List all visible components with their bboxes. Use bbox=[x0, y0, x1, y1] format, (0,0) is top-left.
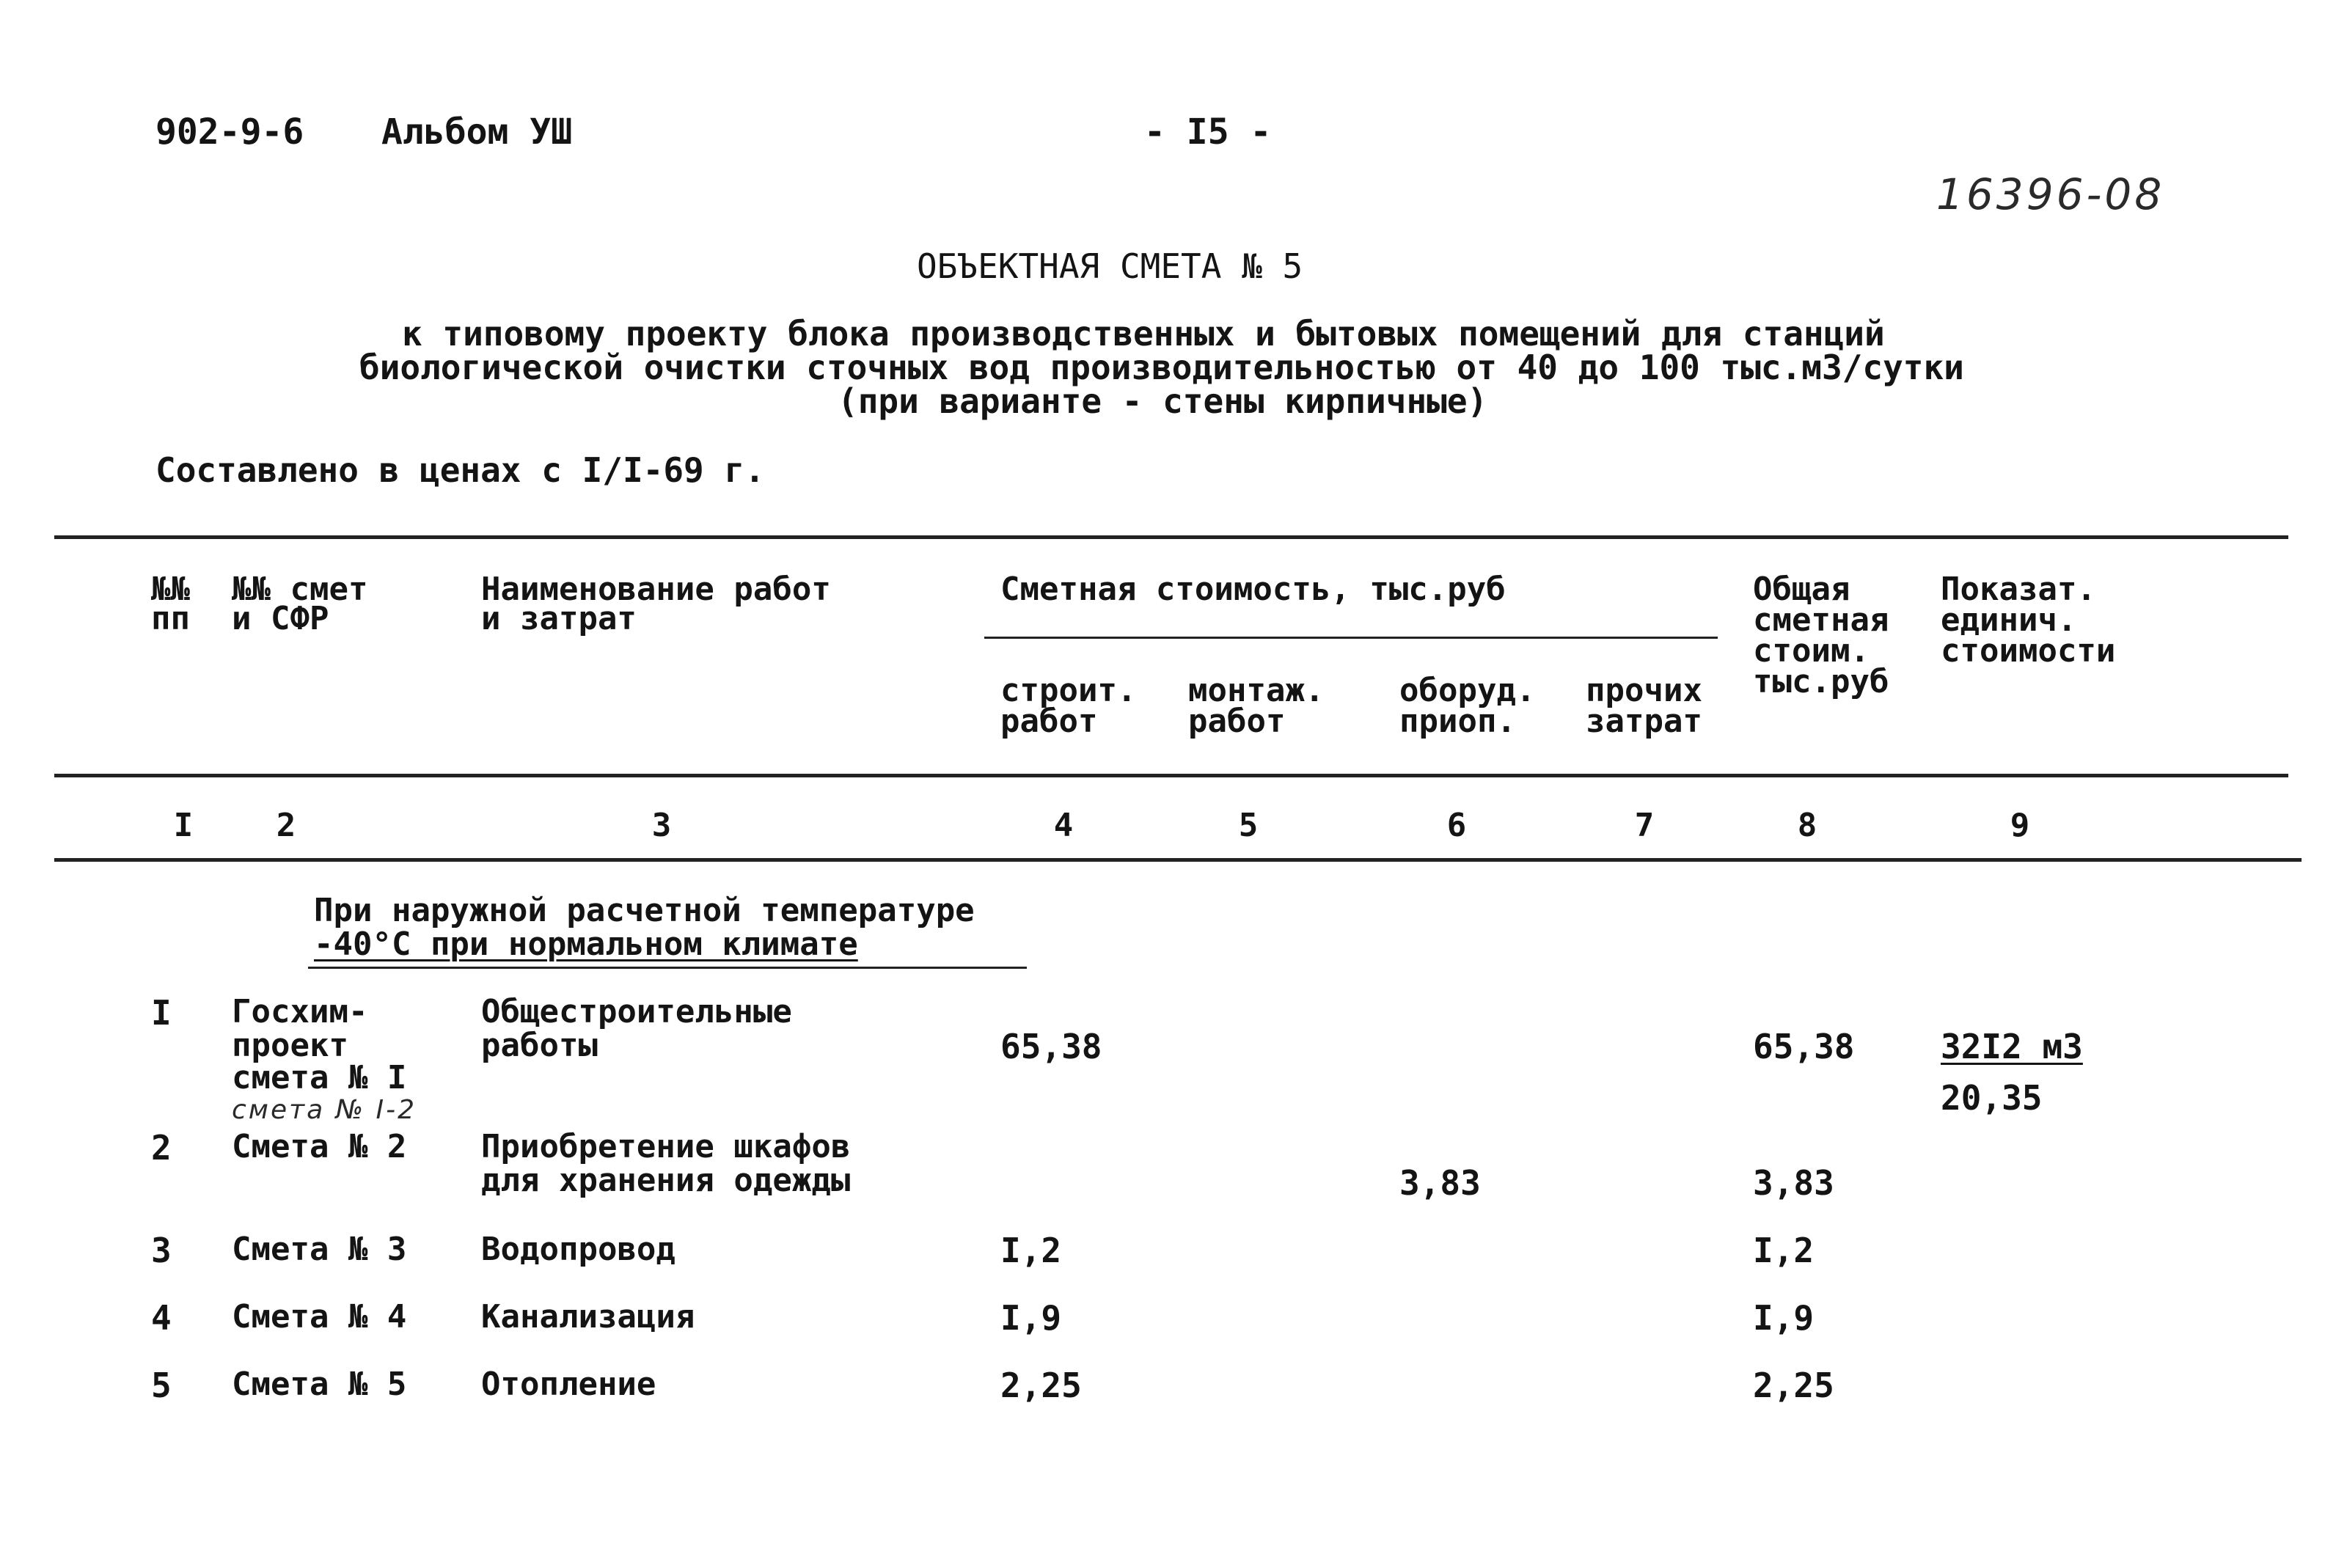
header-col8-line3: стоим. bbox=[1753, 632, 1870, 670]
unit-indicator-volume: 32I2 м3 bbox=[1941, 1027, 2083, 1066]
header-col3-line2: и затрат bbox=[481, 600, 637, 637]
header-col4-line2: работ bbox=[1000, 703, 1098, 740]
work-name-line1: Общестроительные bbox=[481, 993, 792, 1030]
column-number-2: 2 bbox=[276, 807, 296, 844]
column-number-3: 3 bbox=[651, 807, 672, 844]
header-col1-line1: №№ bbox=[151, 571, 190, 608]
total-cost: 3,83 bbox=[1753, 1163, 1834, 1203]
equipment-cost: 3,83 bbox=[1399, 1163, 1481, 1203]
page-number: - I5 - bbox=[1144, 111, 1272, 153]
estimate-ref-line1: Госхим- bbox=[232, 993, 368, 1030]
section-heading-line1: При наружной расчетной температуре bbox=[314, 892, 975, 929]
column-number-8: 8 bbox=[1797, 807, 1817, 844]
estimate-ref-line2: проект bbox=[232, 1027, 348, 1064]
header-col4-line1: строит. bbox=[1000, 672, 1137, 709]
section-heading-line2: -40°С при нормальном климате bbox=[314, 926, 858, 963]
header-col6-line2: приоп. bbox=[1399, 703, 1516, 740]
cost-group-rule bbox=[984, 637, 1718, 639]
document-title: ОБЪЕКТНАЯ СМЕТА № 5 bbox=[917, 246, 1303, 286]
header-col8-line1: Общая bbox=[1753, 571, 1850, 608]
column-number-6: 6 bbox=[1446, 807, 1467, 844]
construction-cost: 2,25 bbox=[1000, 1366, 1082, 1405]
compiled-note: Составлено в ценах с I/I-69 г. bbox=[155, 450, 765, 490]
header-col2-line2: и СФР bbox=[232, 600, 329, 637]
row-number: 3 bbox=[151, 1231, 172, 1270]
work-name: Водопровод bbox=[481, 1231, 675, 1268]
header-col2-line1: №№ смет bbox=[232, 571, 368, 608]
header-col9-line2: единич. bbox=[1941, 601, 2077, 639]
construction-cost: I,9 bbox=[1000, 1298, 1062, 1338]
inventory-number: 16396-08 bbox=[1936, 169, 2165, 219]
column-number-7: 7 bbox=[1634, 807, 1655, 844]
subtitle-line-1: к типовому проекту блока производственных и бытовых помещений для станций bbox=[402, 314, 1885, 353]
estimate-handwritten-note: смета № I-2 bbox=[232, 1095, 417, 1125]
header-col8-line2: сметная bbox=[1753, 601, 1889, 639]
header-col7-line2: затрат bbox=[1586, 703, 1702, 740]
row-number: 2 bbox=[151, 1128, 172, 1168]
estimate-ref: Смета № 2 bbox=[232, 1128, 407, 1165]
column-number-1: I bbox=[173, 807, 194, 844]
total-cost: 2,25 bbox=[1753, 1366, 1834, 1405]
column-number-9: 9 bbox=[2010, 807, 2030, 844]
total-cost: I,2 bbox=[1753, 1231, 1815, 1270]
numbers-bottom-rule bbox=[54, 858, 2302, 862]
header-col9-line3: стоимости bbox=[1941, 632, 2116, 670]
work-name: Отопление bbox=[481, 1366, 656, 1403]
subtitle-line-3: (при варианте - стены кирпичные) bbox=[838, 381, 1488, 421]
header-col5-line1: монтаж. bbox=[1188, 672, 1325, 709]
table-top-rule bbox=[54, 535, 2288, 539]
unit-indicator-value: 20,35 bbox=[1941, 1078, 2043, 1118]
work-name-line1: Приобретение шкафов bbox=[481, 1128, 851, 1165]
header-col6-line1: оборуд. bbox=[1399, 672, 1536, 709]
header-col3-line1: Наименование работ bbox=[481, 571, 831, 608]
header-col8-line4: тыс.руб bbox=[1753, 663, 1889, 700]
header-col5-line2: работ bbox=[1188, 703, 1286, 740]
header-col7-line1: прочих bbox=[1586, 672, 1702, 709]
estimate-ref: Смета № 3 bbox=[232, 1231, 407, 1268]
album-label: Альбом УШ bbox=[381, 111, 573, 153]
subtitle-line-2: биологической очистки сточных вод производительностью от 40 до 100 тыс.м3/сутки bbox=[359, 348, 1964, 387]
row-number: 4 bbox=[151, 1298, 172, 1338]
row-number: 5 bbox=[151, 1366, 172, 1405]
column-number-4: 4 bbox=[1053, 807, 1074, 844]
column-number-5: 5 bbox=[1238, 807, 1259, 844]
estimate-ref: Смета № 4 bbox=[232, 1298, 407, 1336]
total-cost: I,9 bbox=[1753, 1298, 1815, 1338]
work-name-line2: работы bbox=[481, 1027, 598, 1064]
header-col1-line2: пп bbox=[151, 600, 190, 637]
header-bottom-rule bbox=[54, 774, 2288, 777]
row-number: I bbox=[151, 993, 172, 1033]
estimate-ref: Смета № 5 bbox=[232, 1366, 407, 1403]
total-cost: 65,38 bbox=[1753, 1027, 1855, 1066]
estimate-ref-line3: смета № I bbox=[232, 1059, 407, 1096]
document-code: 902-9-6 bbox=[155, 111, 304, 153]
work-name-line2: для хранения одежды bbox=[481, 1162, 851, 1199]
header-col9-line1: Показат. bbox=[1941, 571, 2096, 608]
section-heading-underline bbox=[308, 967, 1027, 969]
work-name: Канализация bbox=[481, 1298, 695, 1336]
header-cost-group: Сметная стоимость, тыс.руб bbox=[1000, 571, 1506, 608]
construction-cost: 65,38 bbox=[1000, 1027, 1102, 1066]
construction-cost: I,2 bbox=[1000, 1231, 1062, 1270]
